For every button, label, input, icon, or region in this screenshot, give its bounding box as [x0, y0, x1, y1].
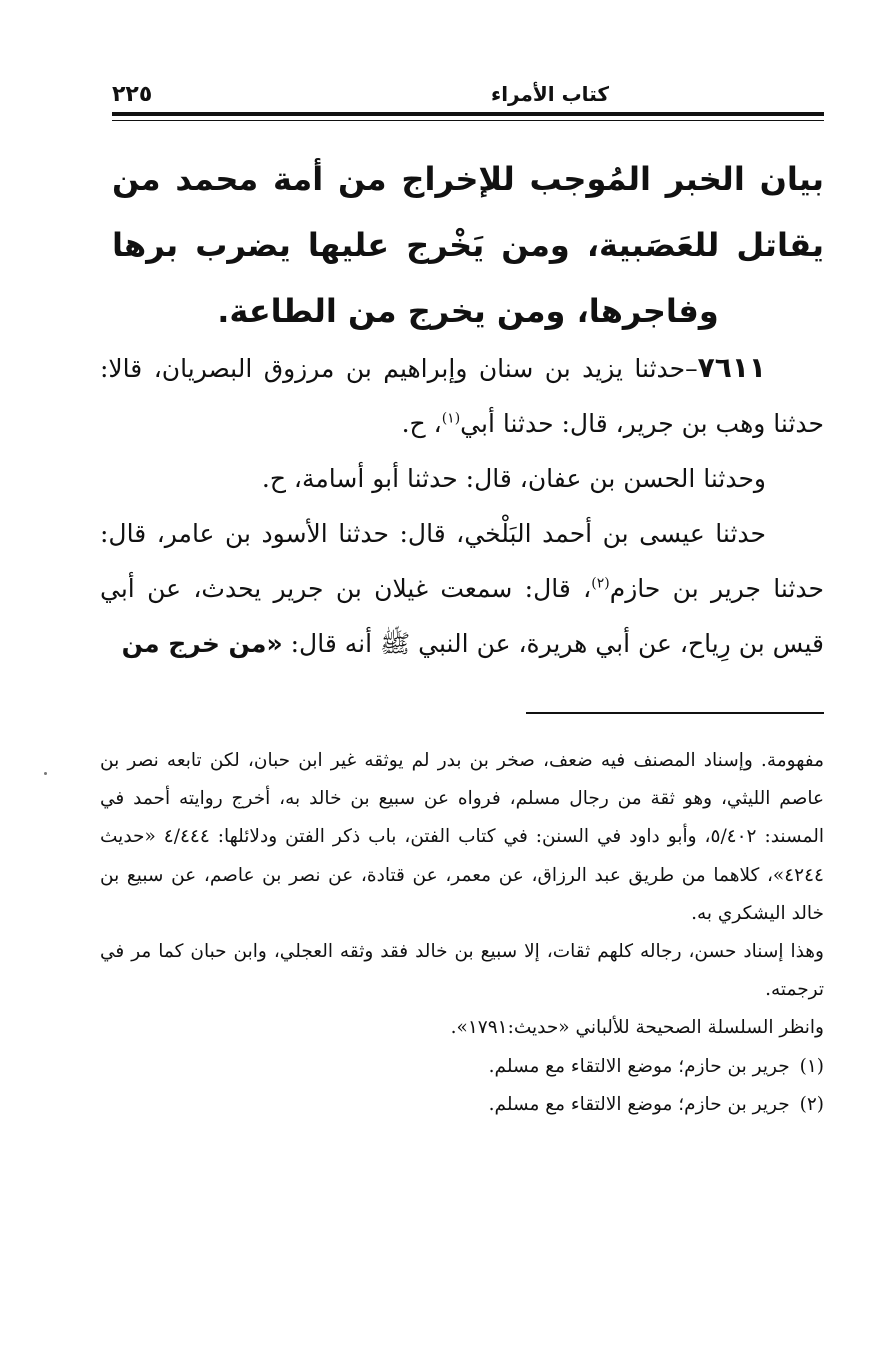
- hadith-text-3a: حدثنا عيسى بن أحمد البَلْخي، قال: حدثنا الأسود بن عامر، قال: حدثنا جرير بن حازم: [100, 519, 825, 603]
- footnote-text: جرير بن حازم؛ موضع الالتقاء مع مسلم.: [488, 1093, 790, 1115]
- hadith-paragraph-3: [100, 506, 824, 671]
- footnote-text: جرير بن حازم؛ موضع الالتقاء مع مسلم.: [488, 1055, 790, 1077]
- footnote-mark: (١): [799, 1055, 824, 1077]
- main-text: [100, 340, 824, 671]
- page-header: [112, 76, 824, 112]
- page-number: ٢٢٥: [112, 81, 153, 107]
- hadith-text-1: –حدثنا يزيد بن سنان وإبراهيم بن مرزوق البصريان، قالا: حدثنا وهب بن جرير، قال: حدثنا أبي: [100, 354, 824, 438]
- footnote-ref-2: (٢): [591, 575, 610, 592]
- hadith-paragraph-2: وحدثنا الحسن بن عفان، قال: حدثنا أبو أسامة، ح.: [261, 464, 766, 493]
- footnote-ref-1: (١): [441, 410, 461, 427]
- hadith-text-1-end: ، ح.: [401, 409, 442, 438]
- footnote-2: [100, 1086, 824, 1124]
- hadith-text-3b: ، قال: سمعت غيلان بن جرير يحدث، عن أبي قيس بن رِياح، عن أبي هريرة، عن النبي ﷺ أنه قال:: [100, 574, 824, 658]
- hadith-quote: «من خرج من: [121, 629, 283, 658]
- note-continued-3: وانظر السلسلة الصحيحة للألباني «حديث:١٧٩١».: [450, 1017, 824, 1039]
- hadith-paragraph-1: [100, 340, 824, 451]
- running-title: كتاب الأمراء: [490, 82, 609, 106]
- header-rule-thin: [112, 120, 824, 121]
- footnotes-area: [100, 742, 824, 1124]
- footnote-1: [100, 1048, 824, 1086]
- note-continued-1: مفهومة. وإسناد المصنف فيه ضعف، صخر بن بدر لم يوثقه غير ابن حبان، لكن تابعه نصر بن عاصم الليثي، وهو ثقة من رجال مسلم، فرواه عن سبيع بن خالد به، أخرج روايته أحمد في المسند: ٥/٤٠٢، وأبو داود في السنن: في كتاب الفتن، باب ذكر الفتن ودلائلها: ٤/٤٤٤ «حديث ٤٢٤٤»، كلاهما من طريق عبد الرزاق، عن معمر، عن قتادة، عن نصر بن عاصم، عن سبيع بن خالد اليشكري به.: [100, 750, 824, 924]
- footnote-separator: [526, 712, 824, 714]
- scan-speck: [44, 772, 47, 775]
- header-rule-thick: [112, 112, 824, 116]
- hadith-number: ٧٦١١: [697, 351, 766, 384]
- note-continued-2: وهذا إسناد حسن، رجاله كلهم ثقات، إلا سبيع بن خالد فقد وثقه العجلي، وابن حبان كما مر في ترجمته.: [100, 941, 824, 1001]
- chapter-heading: بيان الخبر المُوجب للإخراج من أمة محمد من يقاتل للعَصَبية، ومن يَخْرج عليها يضرب برها وفاجرها، ومن يخرج من الطاعة.: [112, 160, 824, 330]
- footnote-mark: (٢): [799, 1093, 824, 1115]
